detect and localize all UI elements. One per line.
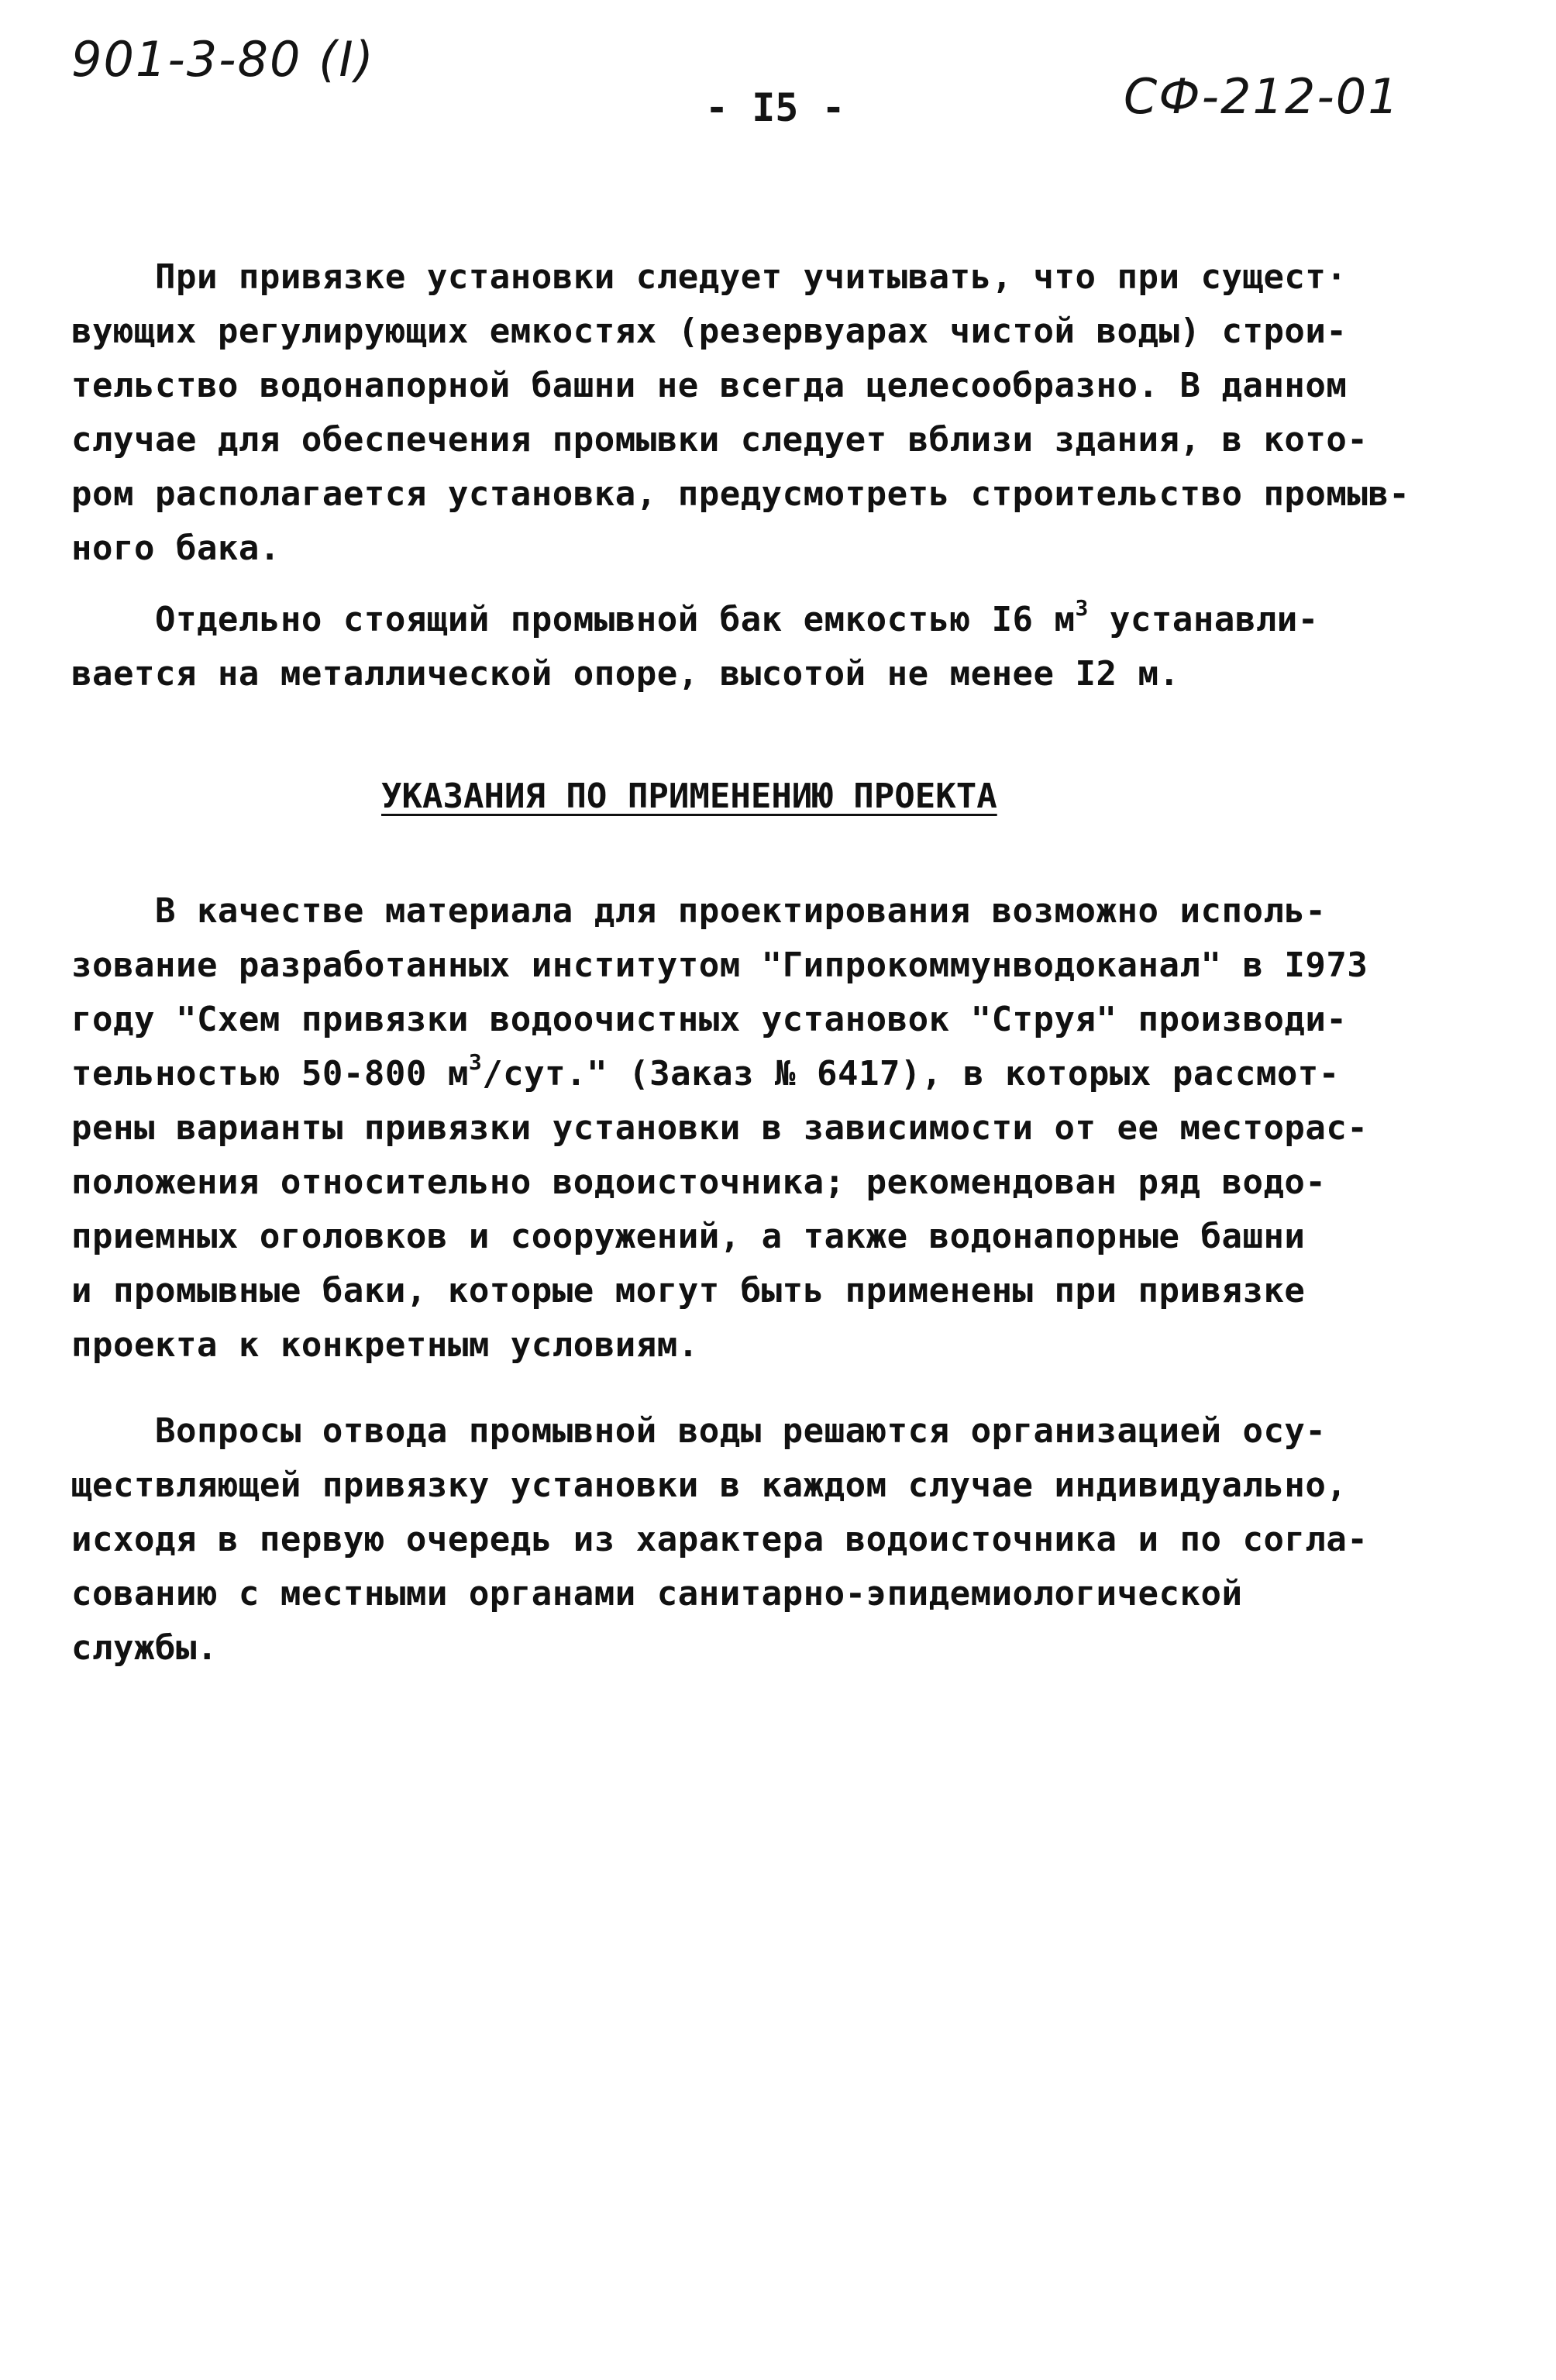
text-line: службы. [71, 1628, 218, 1668]
text-line: положения относительно водоисточника; рекомендован ряд водо- [71, 1162, 1327, 1202]
superscript: 3 [1075, 595, 1089, 621]
text-line: тельство водонапорной башни не всегда целесообразно. В данном [71, 366, 1348, 405]
text-line: ром располагается установка, предусмотреть строительство промыв- [71, 474, 1410, 514]
text-line: вующих регулирующих емкостях (резервуарах чистой воды) строи- [71, 312, 1348, 351]
text-fragment: Отдельно стоящий промывной бак емкостью I6 м [71, 600, 1076, 639]
text-line [71, 1047, 1489, 1101]
text-line: случае для обеспечения промывки следует вблизи здания, в кото- [71, 420, 1368, 460]
text-line: ществляющей привязку установки в каждом случае индивидуально, [71, 1466, 1348, 1505]
text-line: рены варианты привязки установки в зависимости от ее месторас- [71, 1108, 1368, 1148]
text-line: и промывные баки, которые могут быть применены при привязке [71, 1271, 1306, 1311]
text-fragment: тельностью 50-800 м [71, 1054, 469, 1094]
section-heading: УКАЗАНИЯ ПО ПРИМЕНЕНИЮ ПРОЕКТА [381, 777, 997, 816]
text-line [71, 593, 1489, 647]
paragraph-wash-tank-note [71, 250, 1489, 576]
page-number: - I5 - [705, 85, 845, 130]
text-line: году "Схем привязки водоочистных установок "Струя" производи- [71, 1000, 1348, 1039]
text-line: сованию с местными органами санитарно-эпидемиологической [71, 1574, 1243, 1614]
text-line: В качестве материала для проектирования возможно исполь- [71, 891, 1327, 931]
text-line: вается на металлической опоре, высотой не менее I2 м. [71, 654, 1180, 694]
text-line: исходя в первую очередь из характера водоисточника и по согла- [71, 1520, 1368, 1559]
text-fragment: устанавли- [1088, 600, 1319, 639]
superscript: 3 [468, 1049, 483, 1075]
text-line: приемных оголовков и сооружений, а также водонапорные башни [71, 1217, 1306, 1256]
text-line: ного бака. [71, 529, 281, 568]
text-fragment: /сут." (Заказ № 6417), в которых рассмот- [482, 1054, 1340, 1094]
text-line: проекта к конкретным условиям. [71, 1325, 699, 1365]
text-line: зование разработанных институтом "Гипрокоммунводоканал" в I973 [71, 945, 1368, 985]
text-line: Вопросы отвода промывной воды решаются организацией осу- [71, 1411, 1327, 1451]
paragraph-project-application [71, 884, 1489, 1373]
paragraph-standalone-tank [71, 593, 1489, 701]
text-line: При привязке установки следует учитывать, что при сущест· [71, 257, 1348, 297]
paragraph-wash-water-disposal [71, 1404, 1489, 1676]
document-code-right: СФ-212-01 [1124, 68, 1400, 125]
document-code-left: 901-3-80 (I) [71, 31, 375, 88]
